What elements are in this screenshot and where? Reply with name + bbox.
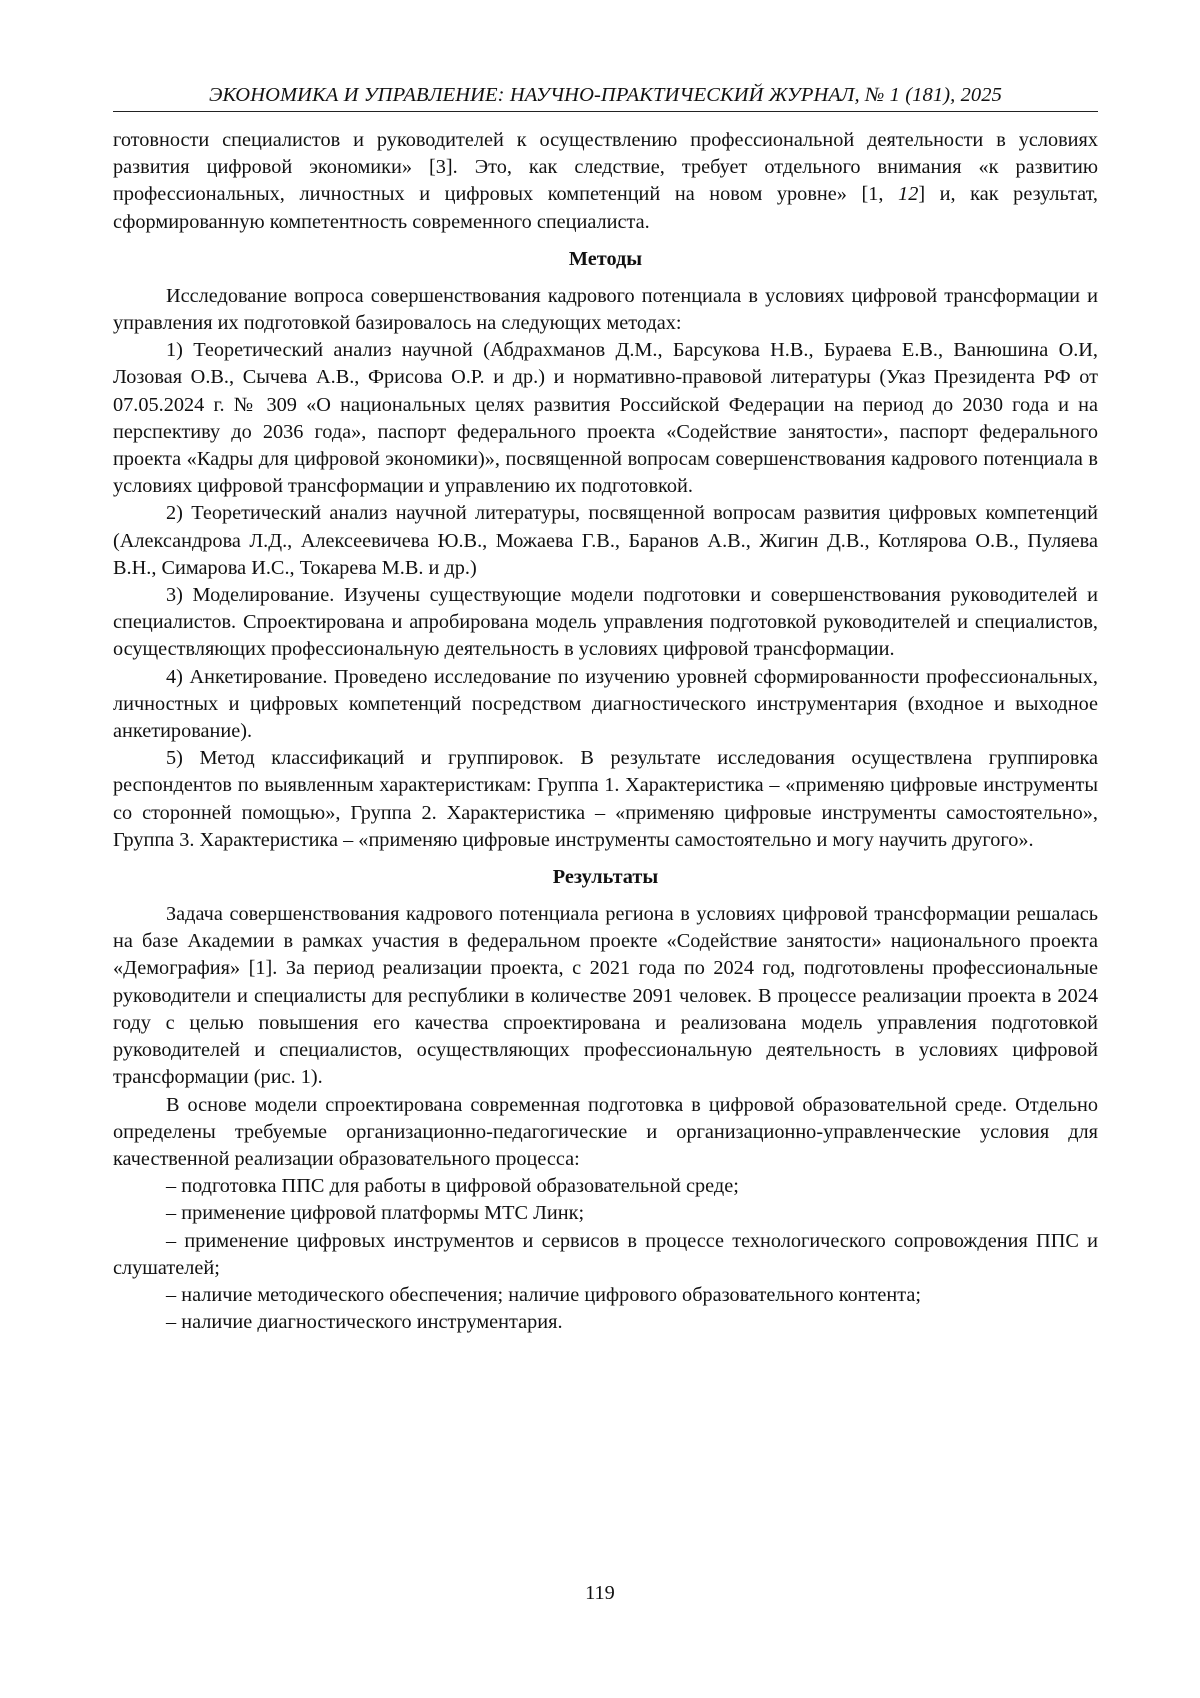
methods-item-2: 2) Теоретический анализ научной литературы, посвященной вопросам развития цифровых компетенций (Александрова Л.Д., Алексеевичева Ю.В., Можаева Г.В., Баранов А.В., Жи­гин Д.В., Котлярова О.В., Пуляева В.Н., Симарова И.С., Токарева М.В. и др.): [113, 500, 1098, 582]
conditions-list-item: – наличие диагностического инструментария.: [113, 1309, 1098, 1336]
conditions-list-item: – применение цифровой платформы МТС Линк;: [113, 1200, 1098, 1227]
conditions-list-item: – применение цифровых инструментов и сервисов в процессе технологического сопро­вождения ППС и слушателей;: [113, 1228, 1098, 1282]
methods-item-4: 4) Анкетирование. Проведено исследование по изучению уровней сформированности профессиональных, личностных и цифровых компетенций посредством диагностического ин­струментария (входное и выходное анкетирование).: [113, 664, 1098, 746]
methods-item-1: 1) Теоретический анализ научной (Абдрахманов Д.М., Барсукова Н.В., Бураева Е.В., Ва­нюшина О.И, Лозовая О.В., Сычева А.В., Фрисова О.Р. и др.) и нормативно-правовой литерату­ры (Указ Президента РФ от 07.05.2024 г. № 309 «О национальных целях развития Российской Федерации на период до 2030 года и на перспективу до 2036 года», паспорт федерального про­екта «Содействие занятости», паспорт федерального проекта «Кадры для цифровой экономи­ки)», посвященной вопросам совершенствования кадрового потенциала в условиях цифровой трансформации и управлению их подготовкой.: [113, 337, 1098, 500]
conditions-list-item: – наличие методического обеспечения; наличие цифрового образовательного контента;: [113, 1282, 1098, 1309]
methods-paragraph: Исследование вопроса совершенствования кадрового потенциала в условиях цифровой трансформации и управления их подготовкой базировалось на следующих методах:: [113, 283, 1098, 337]
conditions-list-item: – подготовка ППС для работы в цифровой образовательной среде;: [113, 1173, 1098, 1200]
journal-page: [113, 82, 1098, 1336]
methods-item-5: 5) Метод классификаций и группировок. В результате исследования осуществлена груп­пировка респондентов по выявленным характеристикам: Группа 1. Характеристика – «приме­няю цифровые инструменты со сторонней помощью», Группа 2. Характеристика – «применяю цифровые инструменты самостоятельно», Группа 3. Характеристика – «применяю цифровые инструменты самостоятельно и могу научить другого».: [113, 745, 1098, 854]
section-heading-results: Результаты: [113, 864, 1098, 891]
section-heading-methods: Методы: [113, 246, 1098, 273]
results-paragraph: Задача совершенствования кадрового потенциала региона в условиях цифровой транс­формации решалась на базе Академии в рамках участия в федеральном проекте «Содействие занятости» национального проекта «Демография» [1]. За период реализации проекта, с 2021 го­да по 2024 год, подготовлены профессиональные руководители и специалисты для республики в количестве 2091 человек. В процессе реализации проекта в 2024 году с целью повышения его качества спроектирована и реализована модель управления подготовкой руководителей и спе­циалистов, осуществляющих профессиональную деятельность в условиях цифровой трансфор­мации (рис. 1).: [113, 901, 1098, 1091]
methods-item-3: 3) Моделирование. Изучены существующие модели подготовки и совершенствования ру­ководителей и специалистов. Спроектирована и апробирована модель управления подготовкой руководителей и специалистов, осуществляющих профессиональную деятельность в условиях цифровой трансформации.: [113, 582, 1098, 664]
page-number: 119: [0, 1580, 1200, 1606]
intro-paragraph: готовности специалистов и руководителей к осуществлению профессиональной деятельности в условиях развития цифровой экономики» [3]. Это, как следствие, требует отдельного внимания «к развитию профессиональных, личностных и цифровых компетенций на новом уровне» [1, 12] и, как результат, сформированную компетентность современного специалиста.: [113, 127, 1098, 236]
citation-page-italic: 12: [898, 183, 918, 205]
running-header: ЭКОНОМИКА И УПРАВЛЕНИЕ: НАУЧНО-ПРАКТИЧЕСКИЙ ЖУРНАЛ, № 1 (181), 2025: [113, 82, 1098, 108]
header-divider: [113, 111, 1098, 112]
results-paragraph: В основе модели спроектирована современная подготовка в цифровой образовательной среде. Отдельно определены требуемые организационно-педагогические и организационно-управленческие условия для качественной реализации образовательного процесса:: [113, 1092, 1098, 1174]
article-body: [113, 127, 1098, 1336]
